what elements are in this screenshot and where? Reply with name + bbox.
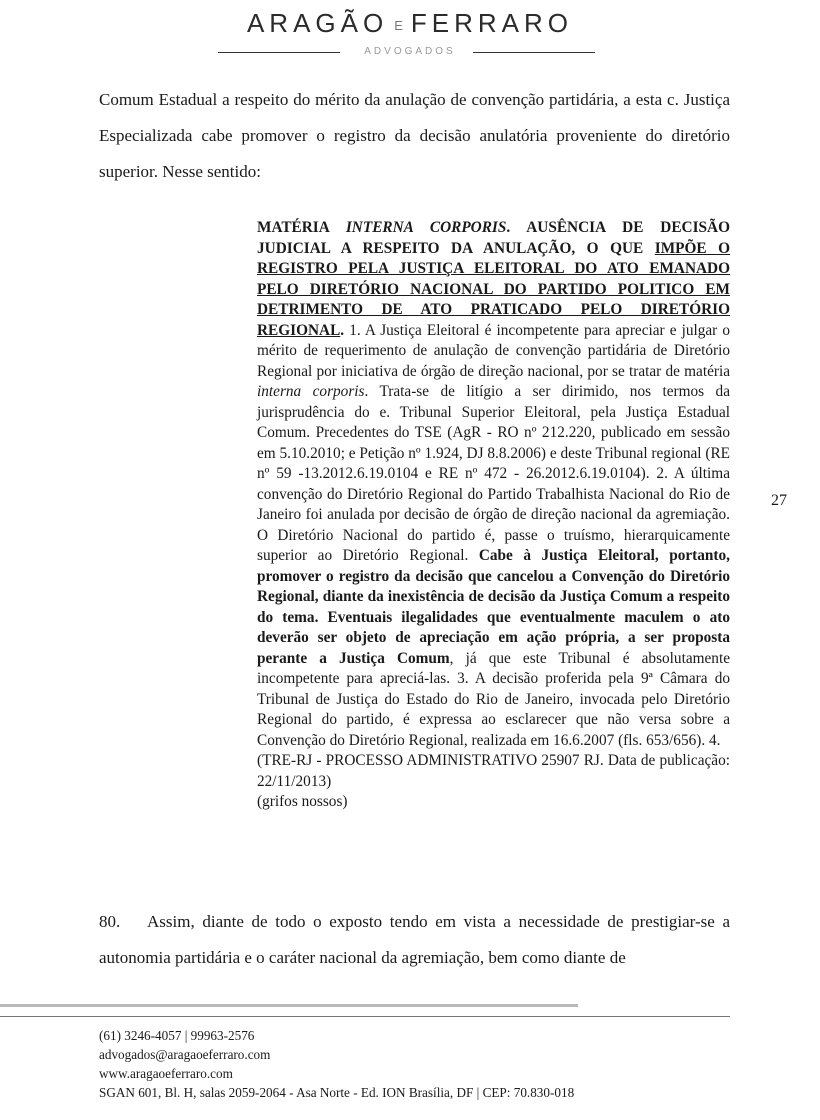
footer-address: SGAN 601, Bl. H, salas 2059-2064 - Asa Norte - Ed. ION Brasília, DF | CEP: 70.830-018 [99, 1085, 575, 1100]
footer-divider-thin [0, 1016, 730, 1017]
block-quote [257, 218, 730, 813]
quote-text: , já que este Tribunal é absolutamente incompetente para apreciá-las. 3. A decisão proferida pela 9ª Câmara do Tribunal de Justiça do Estado do Rio de Janeiro, invocada pelo Diretório Regional do partido, é expressa ao esclarecer que não versa sobre a Convenção do Diretório Regional, realizada em 16.6.2007 (fls. 653/656). 4. [257, 649, 730, 749]
firm-name-left: ARAGÃO [246, 8, 389, 38]
header-rule-right [473, 52, 595, 53]
quote-text: . Trata-se de litígio a ser dirimido, nos termos da jurisprudência do e. Tribunal Superior Eleitoral, pela Justiça Estadual Comum. Precedentes do TSE (AgR - RO nº 212.220, publicado em sessão em 5.10.2010; e Petição nº 1.924, DJ 8.8.2006) e deste Tribunal regional (RE nº 59 -13.2012.6.19.0104 e RE nº 472 - 26.2012.6.19.0104). 2. A última convenção do Diretório Regional do Partido Trabalhista Nacional do Rio de Janeiro foi anulada por decisão de órgão de direção nacional da agremiação. O Diretório Nacional do partido é, passe o truísmo, hierarquicamente superior ao Diretório Regional. [257, 383, 730, 564]
firm-name-right: FERRARO [410, 8, 574, 38]
page-number: 27 [771, 492, 787, 509]
quote-underlined-text: IMPÕE O REGISTRO PELA JUSTIÇA ELEITORAL DO ATO EMANADO PELO DIRETÓRIO NACIONAL DO PARTIDO POLITICO EM DETRIMENTO DE ATO PRATICADO PELO DIRETÓRIO REGIONAL [257, 239, 730, 339]
footer-website: www.aragaoeferraro.com [99, 1066, 233, 1081]
footer-contact [99, 1026, 574, 1102]
quote-text: 1. A Justiça Eleitoral é incompetente para apreciar e julgar o mérito de requerimento de anulação de convenção partidária de Diretório Regional por iniciativa de órgão de direção nacional, por se tratar de matéria [257, 321, 730, 380]
footer-email: advogados@aragaoeferraro.com [99, 1047, 271, 1062]
footer-phone: (61) 3246-4057 | 99963-2576 [99, 1028, 255, 1043]
firm-logo [0, 8, 820, 39]
quote-bold-text: . AUSÊNCIA DE DECISÃO JUDICIAL A RESPEITO DA ANULAÇÃO, O QUE [257, 219, 730, 257]
letterhead [0, 0, 820, 62]
firm-name-connector: E [394, 17, 405, 33]
footer-divider-thick [0, 1004, 578, 1007]
quote-citation: (TRE-RJ - PROCESSO ADMINISTRATIVO 25907 RJ. Data de publicação: 22/11/2013) [257, 752, 730, 790]
quote-bold-text: Cabe à Justiça Eleitoral, portanto, promover o registro da decisão que cancelou a Convenção do Diretório Regional, diante da inexistência de decisão da Justiça Comum a respeito do tema. Eventuais ilegalidades que eventualmente maculem o ato deverão ser objeto de apreciação em ação própria, a ser proposta perante a Justiça Comum [257, 547, 731, 667]
quote-bold-italic-text: INTERNA CORPORIS [345, 219, 507, 236]
quote-italic-text: interna corporis [257, 383, 365, 400]
numbered-paragraph [99, 904, 730, 976]
quote-emphasis-note: (grifos nossos) [257, 793, 348, 810]
paragraph-number: 80. [99, 912, 121, 931]
quote-bold-text: MATÉRIA [257, 219, 346, 236]
paragraph-text: Assim, diante de todo o exposto tendo em vista a necessidade de prestigiar-se a autonomia partidária e o caráter nacional da agremiação, bem como diante de [99, 912, 730, 967]
body-paragraph: Comum Estadual a respeito do mérito da anulação de convenção partidária, a esta c. Justiça Especializada cabe promover o registro da decisão anulatória proveniente do diretório superior. Nesse sentido: [99, 90, 730, 181]
quote-bold-text: . [340, 321, 345, 339]
firm-subtitle: ADVOGADOS [364, 46, 456, 57]
